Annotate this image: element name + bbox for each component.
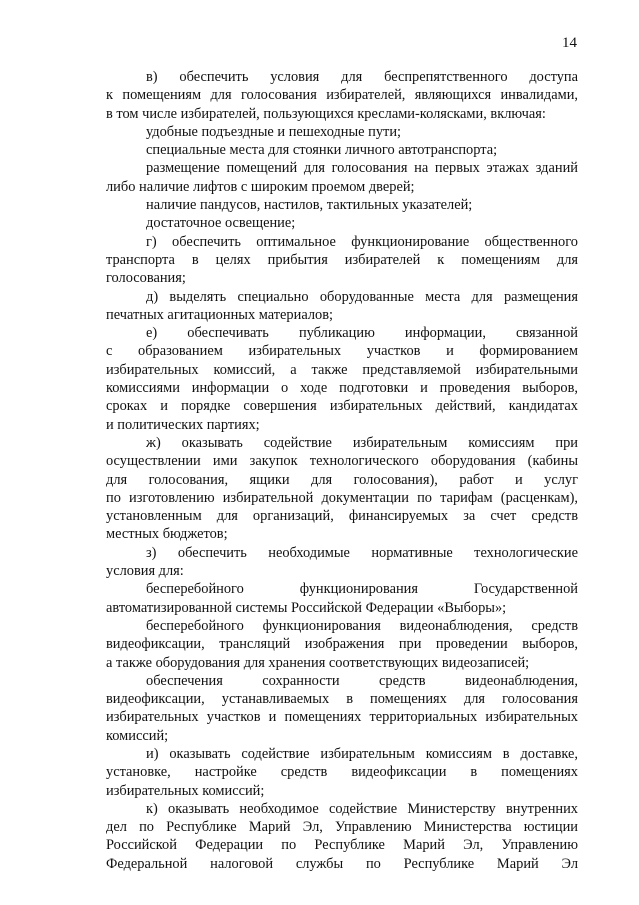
text-line: осуществлении ими закупок технологического оборудования (кабины [106, 453, 578, 470]
text-line: транспорта в целях прибытия избирателей к помещениям для [106, 251, 578, 268]
text-line: г) обеспечить оптимальное функционирование общественного [146, 233, 578, 250]
text-line: к) оказывать необходимое содействие Министерству внутренних [146, 800, 578, 817]
text-line: з) обеспечить необходимые нормативные технологические [146, 544, 578, 561]
text-line: автоматизированной системы Российской Федерации «Выборы»; [106, 599, 507, 616]
page-number: 14 [562, 35, 577, 51]
text-line: достаточное освещение; [146, 215, 296, 232]
text-line: бесперебойного функционирования Государственной [146, 581, 578, 598]
text-line: видеофиксации, устанавливаемых в помещениях для голосования [106, 691, 578, 708]
text-line: обеспечения сохранности средств видеонаблюдения, [146, 672, 578, 689]
text-line: комиссиями информации о ходе подготовки и проведения выборов, [106, 380, 578, 397]
text-line: видеофиксации, трансляций изображения при проведении выборов, [106, 636, 578, 653]
text-line: и политических партиях; [106, 416, 260, 433]
document-body [106, 68, 578, 873]
text-line: специальные места для стоянки личного автотранспорта; [146, 142, 498, 159]
text-line: бесперебойного функционирования видеонаблюдения, средств [146, 617, 578, 634]
text-line: избирательных комиссий, а также представляемой избирательными [106, 361, 578, 378]
text-line: сроках и порядке совершения избирательных действий, кандидатах [106, 398, 578, 415]
text-line: е) обеспечивать публикацию информации, связанной [146, 325, 578, 342]
text-line: удобные подъездные и пешеходные пути; [146, 123, 402, 140]
text-line: для голосования, ящики для голосования), работ и услуг [106, 471, 578, 488]
text-line: избирательных комиссий; [106, 782, 265, 799]
text-line: к помещениям для голосования избирателей, являющихся инвалидами, [106, 87, 578, 104]
text-line: а также оборудования для хранения соответствующих видеозаписей; [106, 654, 530, 671]
text-line: наличие пандусов, настилов, тактильных указателей; [146, 197, 473, 214]
text-line: Российской Федерации по Республике Марий Эл, Управлению [106, 837, 578, 854]
text-line: печатных агитационных материалов; [106, 306, 334, 323]
text-line: избирательных участков и помещениях территориальных избирательных [106, 709, 578, 726]
text-line: дел по Республике Марий Эл, Управлению Министерства юстиции [106, 819, 578, 836]
text-line: по изготовлению избирательной документации по тарифам (расценкам), [106, 489, 578, 506]
text-line: либо наличие лифтов с широким проемом дверей; [106, 178, 415, 195]
text-line: и) оказывать содействие избирательным комиссиям в доставке, [146, 745, 578, 762]
text-line: размещение помещений для голосования на первых этажах зданий [146, 160, 578, 177]
text-line: Федеральной налоговой службы по Республике Марий Эл [106, 855, 578, 872]
text-line: условия для: [106, 563, 184, 580]
text-line: в) обеспечить условия для беспрепятственного доступа [146, 69, 578, 85]
text-line: установке, настройке средств видеофиксации в помещениях [106, 764, 578, 781]
text-line: местных бюджетов; [106, 526, 228, 543]
text-line: ж) оказывать содействие избирательным комиссиям при [146, 434, 578, 451]
text-line: комиссий; [106, 727, 169, 744]
text-line: голосования; [106, 270, 186, 287]
text-line: д) выделять специально оборудованные места для размещения [146, 288, 578, 305]
text-line: установленным для организаций, финансируемых за счет средств [106, 508, 578, 525]
text-line: в том числе избирателей, пользующихся креслами-колясками, включая: [106, 105, 546, 122]
text-line: с образованием избирательных участков и формированием [106, 343, 578, 360]
